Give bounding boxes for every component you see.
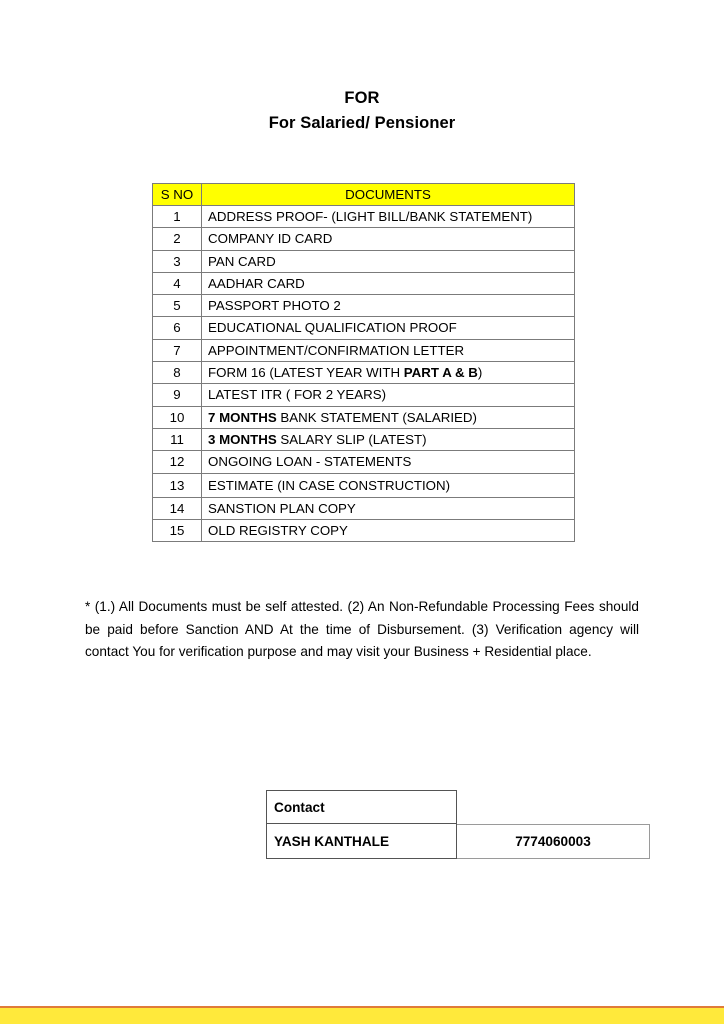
cell-sno: 11	[153, 428, 202, 450]
table-row	[153, 295, 575, 317]
document-text: EDUCATIONAL QUALIFICATION PROOF	[208, 320, 457, 336]
document-text: COMPANY ID CARD	[208, 231, 333, 247]
contact-table	[266, 790, 656, 859]
page-title-line-2: For Salaried/ Pensioner	[268, 114, 456, 132]
table-row	[153, 473, 575, 497]
table-row	[153, 250, 575, 272]
cell-document	[202, 228, 575, 250]
cell-sno: 1	[153, 206, 202, 228]
contact-blank-cell	[457, 790, 650, 824]
column-header-sno: S NO	[153, 184, 202, 206]
cell-document	[202, 519, 575, 541]
document-text-emphasis: 7 MONTHS	[208, 409, 277, 425]
cell-document	[202, 250, 575, 272]
document-text: ESTIMATE (IN CASE CONSTRUCTION)	[208, 477, 451, 493]
cell-document	[202, 428, 575, 450]
cell-document	[202, 206, 575, 228]
cell-document	[202, 317, 575, 339]
cell-sno: 7	[153, 339, 202, 361]
cell-sno: 12	[153, 451, 202, 473]
table-row	[153, 497, 575, 519]
document-text: ONGOING LOAN - STATEMENTS	[208, 454, 412, 470]
cell-document	[202, 406, 575, 428]
cell-sno: 3	[153, 250, 202, 272]
table-row	[153, 317, 575, 339]
cell-document	[202, 384, 575, 406]
documents-table-body	[153, 206, 575, 542]
cell-sno: 5	[153, 295, 202, 317]
document-text: SANSTION PLAN COPY	[208, 500, 356, 516]
document-text: PAN CARD	[208, 253, 276, 269]
column-header-documents: DOCUMENTS	[202, 184, 575, 206]
cell-sno: 8	[153, 362, 202, 384]
footer-strip	[0, 1006, 724, 1024]
cell-sno: 15	[153, 519, 202, 541]
document-text: PASSPORT PHOTO 2	[208, 298, 341, 314]
contact-name-cell: YASH KANTHALE	[266, 824, 457, 859]
cell-document	[202, 272, 575, 294]
cell-document	[202, 339, 575, 361]
document-title-block	[0, 86, 724, 136]
cell-document	[202, 295, 575, 317]
document-text: )	[477, 365, 483, 381]
cell-sno: 4	[153, 272, 202, 294]
document-text: LATEST ITR ( FOR 2 YEARS)	[208, 387, 387, 403]
table-row	[153, 384, 575, 406]
document-text: BANK STATEMENT (SALARIED)	[276, 409, 477, 425]
contact-label-cell: Contact	[266, 790, 457, 824]
document-text-emphasis: PART A & B	[403, 365, 478, 381]
document-text: FORM 16 (LATEST YEAR WITH	[208, 365, 404, 381]
document-text-emphasis: 3 MONTHS	[208, 431, 277, 447]
table-row	[153, 428, 575, 450]
document-text: OLD REGISTRY COPY	[208, 522, 348, 538]
table-row	[153, 519, 575, 541]
cell-sno: 13	[153, 473, 202, 497]
cell-document	[202, 362, 575, 384]
cell-sno: 2	[153, 228, 202, 250]
table-row	[153, 451, 575, 473]
contact-phone-cell: 7774060003	[457, 824, 650, 859]
cell-sno: 10	[153, 406, 202, 428]
document-text: AADHAR CARD	[208, 275, 305, 291]
table-row	[153, 272, 575, 294]
cell-sno: 9	[153, 384, 202, 406]
contact-value-row	[266, 824, 656, 859]
table-row	[153, 406, 575, 428]
cell-document	[202, 451, 575, 473]
table-row	[153, 206, 575, 228]
document-text: SALARY SLIP (LATEST)	[276, 431, 427, 447]
page-title-line-1: FOR	[344, 89, 380, 107]
contact-label-row	[266, 790, 656, 824]
note-paragraph: * (1.) All Documents must be self attested. (2) An Non-Refundable Processing Fees should be paid before Sanction AND At the time of Disbursement. (3) Verification agency will contact You for verification purpose and may visit your Business + Residential place.	[85, 599, 639, 659]
documents-table	[152, 183, 575, 542]
cell-sno: 14	[153, 497, 202, 519]
table-header-row	[153, 184, 575, 206]
document-text: ADDRESS PROOF- (LIGHT BILL/BANK STATEMENT)	[208, 209, 533, 224]
cell-sno: 6	[153, 317, 202, 339]
documents-table-head	[153, 184, 575, 206]
document-text: APPOINTMENT/CONFIRMATION LETTER	[208, 342, 465, 358]
table-row	[153, 228, 575, 250]
table-row	[153, 362, 575, 384]
cell-document	[202, 473, 575, 497]
table-row	[153, 339, 575, 361]
cell-document	[202, 497, 575, 519]
